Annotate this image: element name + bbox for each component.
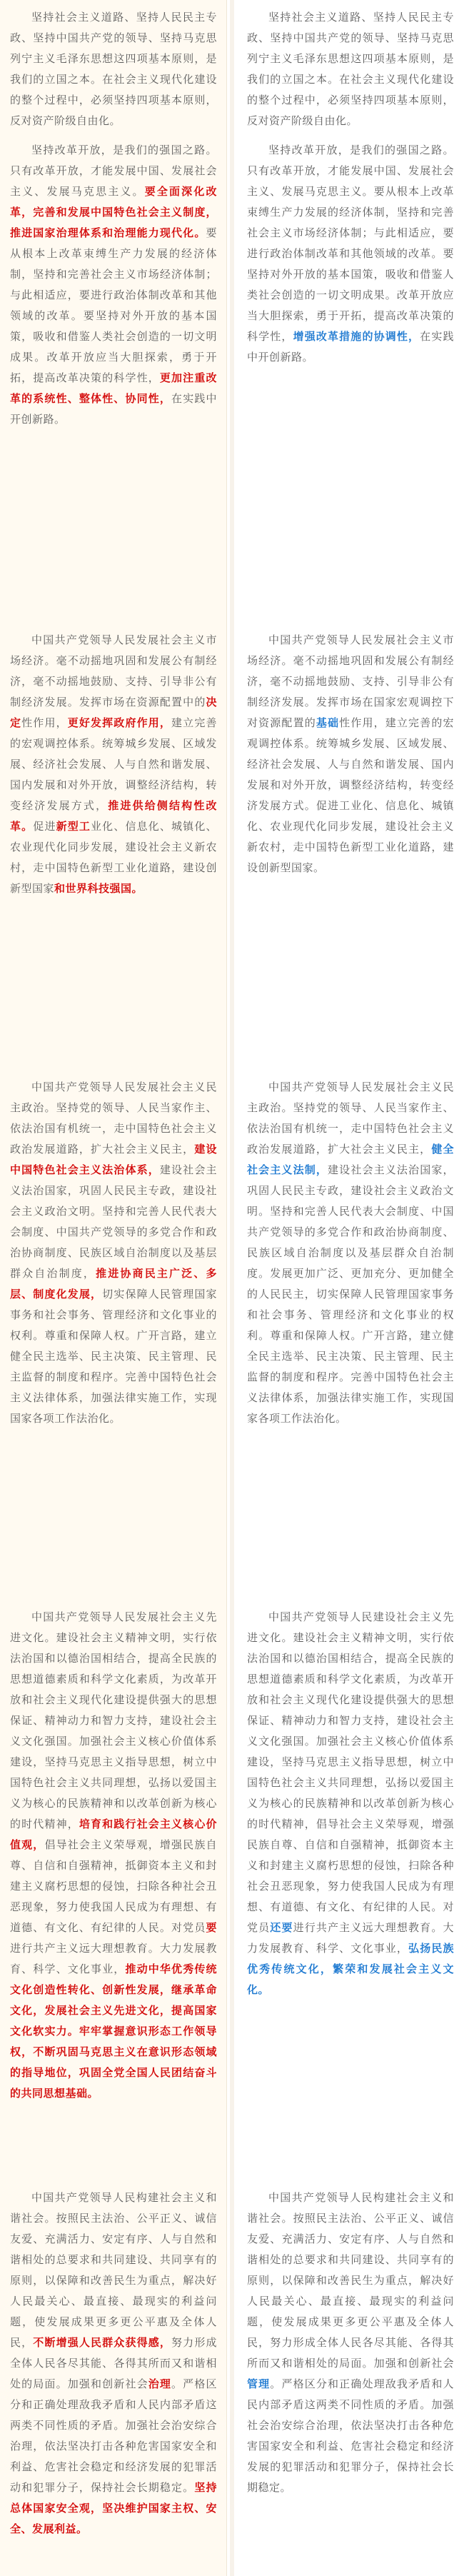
paragraph-text: 。严格区分和正确处理敌我矛盾和人民内部矛盾这两类不同性质的矛盾。加强社会治安综合治理，依法坚决打击各种危害国家安全和利益、危害社会稳定和经济发展的犯罪活动和犯罪分子，保持社会长期稳定。 — [247, 2377, 454, 2494]
paragraph-text: 倡导社会主义荣辱观，增强民族自尊、自信和自强精神，抵御资本主义和封建主义腐朽思想的侵蚀，扫除各种社会丑恶现象，努力使我国人民成为有理想、有道德、有文化、有纪律的人民。对党员 — [10, 1838, 217, 1934]
revised-text-highlight: 推进供给侧结构性改革。 — [10, 799, 217, 833]
revised-text-highlight: 更好发挥政府作用， — [67, 716, 172, 729]
paragraph-text: 中国共产党领导人民构建社会主义和谐社会。按照民主法治、公平正义、诚信友爱、充满活力、安定有序、人与自然和谐相处的总要求和共同建设、共同享有的原则，以保障和改善民生为重点，解决好人民最关心、最直接、最现实的利益问题，使发展成果更多更公平惠及全体人民，努力形成全体人民各尽其能、各得其所而又和谐相处的局面。加强和创新社会 — [247, 2191, 454, 2370]
paragraph-text: 在实践中开创新路。 — [10, 392, 217, 426]
original-text-highlight: 管理 — [247, 2377, 271, 2390]
revised-text-highlight: 要 — [206, 1921, 217, 1934]
paragraph-text: 在实践中开创新路。 — [247, 330, 454, 364]
paragraph-text: 中国共产党领导人民发展社会主义市场经济。毫不动摇地巩固和发展公有制经济，毫不动摇地鼓励、支持、引导非公有制经济发展。发挥市场在资源配置中的 — [10, 633, 217, 708]
paragraph-text: 中国共产党领导人民发展社会主义民主政治。坚持党的领导、人民当家作主、依法治国有机统一，走中国特色社会主义政治发展道路，扩大社会主义民主， — [10, 1081, 217, 1156]
revised-text-highlight: 推进协商民主广泛、多层、制度化发展， — [10, 1267, 217, 1300]
paragraph-text: 建设社会主义法治国家，巩固人民民主专政，建设社会主义政治文明。坚持和完善人民代表大会制度、中国共产党领导的多党合作和政治协商制度、民族区域自治制度以及基层群众自治制度， — [10, 1163, 217, 1280]
paragraph-text: 中国共产党领导人民发展社会主义先进文化。建设社会主义精神文明，实行依法治国和以德治国相结合，提高全民族的思想道德素质和科学文化素质，为改革开放和社会主义现代化建设提供强大的思想保证、精神动力和智力支持，建设社会主义文化强国。加强社会主义核心价值体系建设，坚持马克思主义指导思想，树立中国特色社会主义共同理想，弘扬以爱国主义为核心的民族精神和以改革创新为核心的时代精神， — [10, 1610, 217, 1830]
right-paragraph — [237, 7, 464, 131]
revised-text-highlight: 决定 — [10, 696, 217, 729]
right-paragraph — [237, 1607, 464, 2000]
original-text-highlight: 弘扬民族优秀传统文化，繁荣和发展社会主义文化。 — [247, 1942, 454, 1996]
paragraph-text: 。严格区分和正确处理敌我矛盾和人民内部矛盾这两类不同性质的矛盾。加强社会治安综合治理，依法坚决打击各种危害国家安全和利益、危害社会稳定和经济发展的犯罪活动和犯罪分子，保持社会长期稳定。 — [10, 2377, 217, 2494]
column-divider — [230, 0, 234, 2576]
revised-text-highlight: 新型工 — [56, 820, 91, 833]
revised-text-highlight: 推动中华优秀传统文化创造性转化、创新性发展，继承革命文化，发展社会主义先进文化，提高国家文化软实力。牢牢掌握意识形态工作领导权，不断巩固马克思主义在意识形态领域的指导地位，巩固全党全国人民团结奋斗的共同思想基础。 — [10, 1963, 217, 2100]
right-paragraph — [237, 630, 464, 878]
revised-text-highlight: 不断增强人民群众获得感， — [33, 2336, 172, 2349]
revised-text-highlight: 更加注重改革的系统性、整体性、协同性， — [10, 371, 217, 405]
paragraph-text: 中国共产党领导人民发展社会主义市场经济。毫不动摇地巩固和发展公有制经济，毫不动摇地鼓励、支持、引导非公有制经济发展。发挥市场在国家宏观调控下对资源配置的 — [247, 633, 454, 729]
right-paragraph — [237, 1077, 464, 1429]
revised-text-highlight: 要全面深化改革，完善和发展中国特色社会主义制度，推进国家治理体系和治理能力现代化。 — [10, 185, 217, 239]
left-paragraph — [0, 2187, 227, 2540]
paragraph-text: 进行共产主义远大理想教育。大力发展教育、科学、文化事业， — [10, 1942, 217, 1975]
paragraph-text: 建设社会主义法治国家，巩固人民民主专政，建设社会主义政治文明。坚持和完善人民代表大会制度、中国共产党领导的多党合作和政治协商制度、民族区域自治制度以及基层群众自治制度。发展更加广泛、更加充分、更加健全的人民民主，切实保障人民管理国家事务和社会事务、管理经济和文化事业的权利。尊重和保障人权。广开言路，建立健全民主选举、民主决策、民主管理、民主监督的制度和程序。完善中国特色社会主义法律体系，加强法律实施工作，实现国家各项工作法治化。 — [247, 1163, 454, 1425]
paragraph-text: 促进 — [33, 820, 56, 833]
revised-text-highlight: 和世界科技强国。 — [54, 882, 143, 895]
right-paragraph — [237, 2187, 464, 2498]
paragraph-text: 业化、信息化、城镇化、农业现代化同步发展，建设社会主义新农村，走中国特色新型工业化道路，建设创新型国家 — [10, 820, 217, 895]
original-text-highlight: 还要 — [270, 1921, 293, 1934]
right-column-original-text — [237, 0, 464, 2576]
paragraph-text: 坚持改革开放，是我们的强国之路。只有改革开放，才能发展中国、发展社会主义、发展马克思主义。要从根本上改革束缚生产力发展的经济体制，坚持和完善社会主义市场经济体制；与此相适应，要进行政治体制改革和其他领域的改革。要坚持对外开放的基本国策，吸收和借鉴人类社会创造的一切文明成果。改革开放应当大胆探索，勇于开拓，提高改革决策的科学性， — [247, 144, 454, 343]
paragraph-text: 坚持改革开放，是我们的强国之路。只有改革开放，才能发展中国、发展社会主义、发展马克思主义。 — [10, 144, 217, 198]
left-paragraph — [0, 630, 227, 899]
left-paragraph — [0, 1607, 227, 2104]
original-text-highlight: 健全社会主义法制， — [247, 1143, 454, 1176]
paragraph-text: 中国共产党领导人民发展社会主义民主政治。坚持党的领导、人民当家作主、依法治国有机统一，走中国特色社会主义政治发展道路，扩大社会主义民主， — [247, 1081, 454, 1156]
left-paragraph — [0, 1077, 227, 1429]
revised-text-highlight: 建设中国特色社会主义法治体系， — [10, 1143, 217, 1176]
paragraph-text: 建立完善的宏观调控体系。统筹城乡发展、区域发展、经济社会发展、人与自然和谐发展、国内发展和对外开放，调整经济结构，转变经济发展方式， — [10, 716, 217, 812]
paragraph-text: 努力形成全体人民各尽其能、各得其所而又和谐相处的局面。加强和创新社会 — [10, 2336, 217, 2390]
paragraph-text: 性作用， — [21, 716, 68, 729]
paragraph-text: 中国共产党领导人民建设社会主义先进文化。建设社会主义精神文明，实行依法治国和以德治国相结合，提高全民族的思想道德素质和科学文化素质，为改革开放和社会主义现代化建设提供强大的思想保证、精神动力和智力支持，建设社会主义文化强国。加强社会主义核心价值体系建设，坚持马克思主义指导思想，树立中国特色社会主义共同理想，弘扬以爱国主义为核心的民族精神和以改革创新为核心的时代精神，倡导社会主义荣辱观，增强民族自尊、自信和自强精神，抵御资本主义和封建主义腐朽思想的侵蚀，扫除各种社会丑恶现象，努力使我国人民成为有理想、有道德、有文化、有纪律的人民。对党员 — [247, 1610, 454, 1934]
paragraph-text: 要从根本上改革束缚生产力发展的经济体制，坚持和完善社会主义市场经济体制；与此相适应，要进行政治体制改革和其他领域的改革。要坚持对外开放的基本国策，吸收和借鉴人类社会创造的一切文明成果。改革开放应当大胆探索，勇于开拓，提高改革决策的科学性， — [10, 226, 217, 384]
left-paragraph — [0, 7, 227, 131]
paragraph-text: 进行共产主义远大理想教育。大力发展教育、科学、文化事业， — [247, 1921, 454, 1955]
original-text-highlight: 基础 — [316, 716, 340, 729]
left-paragraph — [0, 140, 227, 430]
original-text-highlight: 增强改革措施的协调性， — [293, 330, 420, 343]
paragraph-text: 坚持社会主义道路、坚持人民民主专政、坚持中国共产党的领导、坚持马克思列宁主义毛泽东思想这四项基本原则，是我们的立国之本。在社会主义现代化建设的整个过程中，必须坚持四项基本原则，反对资产阶级自由化。 — [247, 11, 454, 127]
revised-text-highlight: 坚持总体国家安全观，坚决维护国家主权、安全、发展利益。 — [10, 2481, 217, 2535]
paragraph-text: 中国共产党领导人民构建社会主义和谐社会。按照民主法治、公平正义、诚信友爱、充满活力、安定有序、人与自然和谐相处的总要求和共同建设、共同享有的原则，以保障和改善民生为重点，解决好人民最关心、最直接、最现实的利益问题，使发展成果更多更公平惠及全体人民， — [10, 2191, 217, 2349]
right-paragraph — [237, 140, 464, 368]
paragraph-text: 坚持社会主义道路、坚持人民民主专政、坚持中国共产党的领导、坚持马克思列宁主义毛泽东思想这四项基本原则，是我们的立国之本。在社会主义现代化建设的整个过程中，必须坚持四项基本原则，反对资产阶级自由化。 — [10, 11, 217, 127]
paragraph-text: 性作用，建立完善的宏观调控体系。统筹城乡发展、区域发展、经济社会发展、人与自然和谐发展、国内发展和对外开放，调整经济结构，转变经济发展方式。促进工业化、信息化、城镇化、农业现代化同步发展，建设社会主义新农村，走中国特色新型工业化道路，建设创新型国家。 — [247, 716, 454, 874]
revised-text-highlight: 培育和践行社会主义核心价值观， — [10, 1818, 217, 1851]
left-column-revised-text — [0, 0, 227, 2576]
revised-text-highlight: 治理 — [148, 2377, 172, 2390]
paragraph-text: 切实保障人民管理国家事务和社会事务、管理经济和文化事业的权利。尊重和保障人权。广开言路，建立健全民主选举、民主决策、民主管理、民主监督的制度和程序。完善中国特色社会主义法律体系，加强法律实施工作，实现国家各项工作法治化。 — [10, 1288, 217, 1425]
